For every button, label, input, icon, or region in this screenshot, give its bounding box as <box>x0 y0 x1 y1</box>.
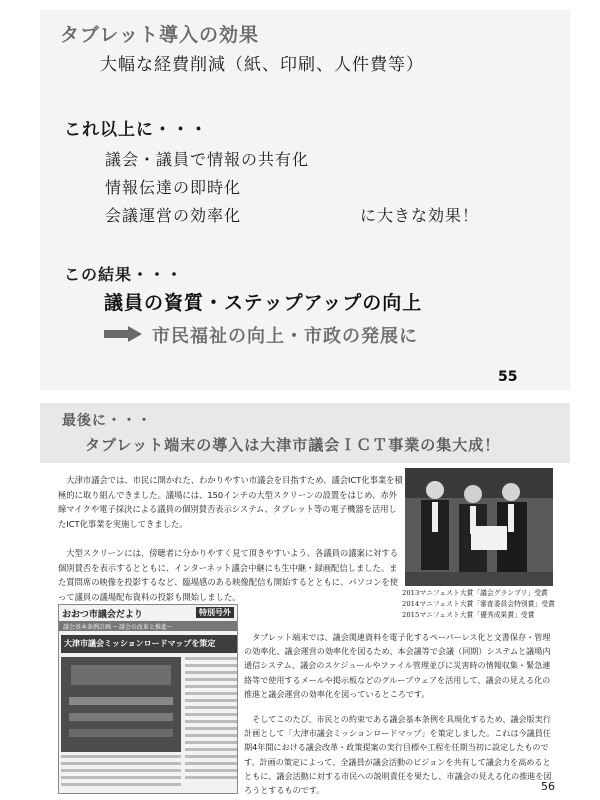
tablet-paragraph: タブレット端末では、議会関連資料を電子化するペーパーレス化と文書保存・管理の効率化、議会運営の効率化を図るため、本会議等で会議（同期）システムと議場内通信システム、議会のスケジュールやファイル管理並びに災害時の情報収集・緊急連絡等で使用するメールや掲示板などのグループウェアを活用して、議会の見える化の推進と議会運営の効率化を図っているところです。 <box>244 632 551 699</box>
award-photo <box>405 468 553 586</box>
result-heading: この結果・・・ <box>64 265 184 284</box>
conclusion-text: 市民福祉の向上・市政の発展に <box>152 326 418 347</box>
more-heading: これ以上に・・・ <box>64 120 208 140</box>
newsletter-strip-text: 議会基本条例計画 〜議会の改革と推進〜 <box>63 624 173 631</box>
slide-55-title: タブレット導入の効果 <box>60 24 260 46</box>
effect-item: 議会・議員で情報の共有化 <box>105 150 310 169</box>
newsletter-headline: 大津市議会ミッションロードマップを策定 <box>61 635 237 653</box>
newsletter-badge: 特別号外 <box>196 607 234 618</box>
effect-item: 会議運営の効率化 <box>105 206 242 225</box>
award-item: 2015マニフェスト大賞「優秀成果賞」受賞 <box>402 611 535 619</box>
newsletter-title: おおつ市議会だより <box>62 610 143 620</box>
cost-reduction-text: 大幅な経費削減（紙、印刷、人件費等） <box>100 55 424 75</box>
screen-paragraph: 大型スクリーンには、傍聴者に分かりやすく見て頂きやすいよう、各議員の議案に対する個別賛否を表示するとともに、インターネット議会中継にも生中継・録画配信しました。また質問席の映像を投影するなど、臨場感のある映像配信も開始するとともに、パソコンを使って議員の議場配布資料の投影も開始しました。 <box>58 548 399 602</box>
highlight-text: 議員の資質・ステップアップの向上 <box>104 292 423 314</box>
effect-item: 情報伝達の即時化 <box>105 178 242 197</box>
assembly-hall-photo <box>61 657 181 752</box>
roadmap-paragraph: そしてこのたび、市民との約束である議会基本条例を具現化するため、議会版実行計画として「大津市議会ミッションロードマップ」を策定しました。これは今議員任期4年間における議会改革・政策提案の実行目標や工程を任期当初に設定したものです。計画の策定によって、全議員が議会活動のビジョンを共有して議会力を高めるとともに、議会活動に対する市民への説明責任を果たし、市議会の見える化の推進を図ろうとするものです。 <box>244 714 552 796</box>
slide-56-title: 最後に・・・ <box>62 413 152 429</box>
right-arrow-icon <box>104 326 142 342</box>
ict-intro-paragraph: 大津市議会では、市民に開かれた、わかりやすい市議会を目指すため、議会ICT化事業を積極的に取り組んできました。議場には、150インチの大型スクリーンの設置をはじめ、赤外線マイクや電子採決による議員の個別賛否表示システム、タブレット等の電子機器を活用したICT化事業を実施してきました。 <box>58 475 403 529</box>
page-number-55: 55 <box>498 369 518 385</box>
award-item: 2013マニフェスト大賞「議会グランプリ」受賞 <box>402 589 548 597</box>
awards-list <box>402 588 562 621</box>
page-number-56: 56 <box>541 780 555 793</box>
newsletter-image <box>58 604 238 794</box>
big-effect-text: に大きな効果！ <box>360 206 480 225</box>
newsletter-footer-lines <box>61 755 181 790</box>
award-item: 2014マニフェスト大賞「審査委員会特別賞」受賞 <box>402 600 555 608</box>
newsletter-text-column <box>185 657 237 793</box>
slide-56-subtitle: タブレット端末の導入は大津市議会ＩＣＴ事業の集大成！ <box>85 436 501 454</box>
